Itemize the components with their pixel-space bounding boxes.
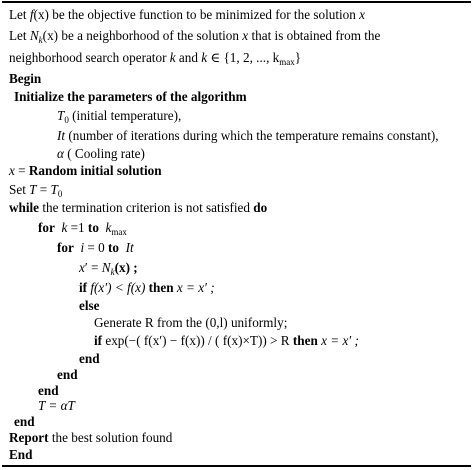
param-initial-temperature: $T_0$ (initial temperature), xyxy=(57,108,182,125)
begin-keyword: Begin xyxy=(9,71,42,86)
algorithm-box xyxy=(2,1,471,467)
line-objective: Let f(x) be the objective function to be minimized for the solution x xyxy=(9,7,365,22)
end-for-k: end xyxy=(38,383,59,398)
end-for-i: end xyxy=(57,367,78,382)
end-keyword: End xyxy=(9,447,33,462)
end-if: end xyxy=(79,351,100,366)
param-cooling-rate: α ( Cooling rate) xyxy=(57,146,145,161)
line-for-i: for i = 0 to It xyxy=(57,240,134,255)
line-while: while the termination criterion is not satisfied do xyxy=(9,200,268,215)
param-iterations: It (number of iterations during which the temperature remains constant), xyxy=(57,128,439,143)
line-cooling: T = αT xyxy=(38,398,75,413)
line-set-temperature: Set $T = T_0$ xyxy=(9,182,63,199)
line-report: Report the best solution found xyxy=(9,430,173,445)
init-heading: Initialize the parameters of the algorithm xyxy=(14,89,247,104)
line-if-accept: if exp(−( f(x′) − f(x)) / ( f(x)×T)) > R then x = x′ ; xyxy=(94,333,359,348)
end-while: end xyxy=(14,414,35,429)
line-random-init: x = Random initial solution xyxy=(9,163,162,178)
line-neighborhood: Let $N_k(x)$ be a neighborhood of the solution x that is obtained from the xyxy=(9,28,381,45)
line-if-better: if f(x′) < f(x) then x = x′ ; xyxy=(79,280,215,295)
line-generate-r: Generate R from the (0,l) uniformly; xyxy=(94,315,288,330)
line-operator: neighborhood search operator k and k ∈ {1, 2, ..., $k_{max}$} xyxy=(9,50,302,67)
else-keyword: else xyxy=(79,298,100,313)
line-neighbor-assign: $x' = N_k(x)$ ; xyxy=(79,260,138,277)
line-for-k: for k =1 to $k_{max}$ xyxy=(38,220,127,237)
